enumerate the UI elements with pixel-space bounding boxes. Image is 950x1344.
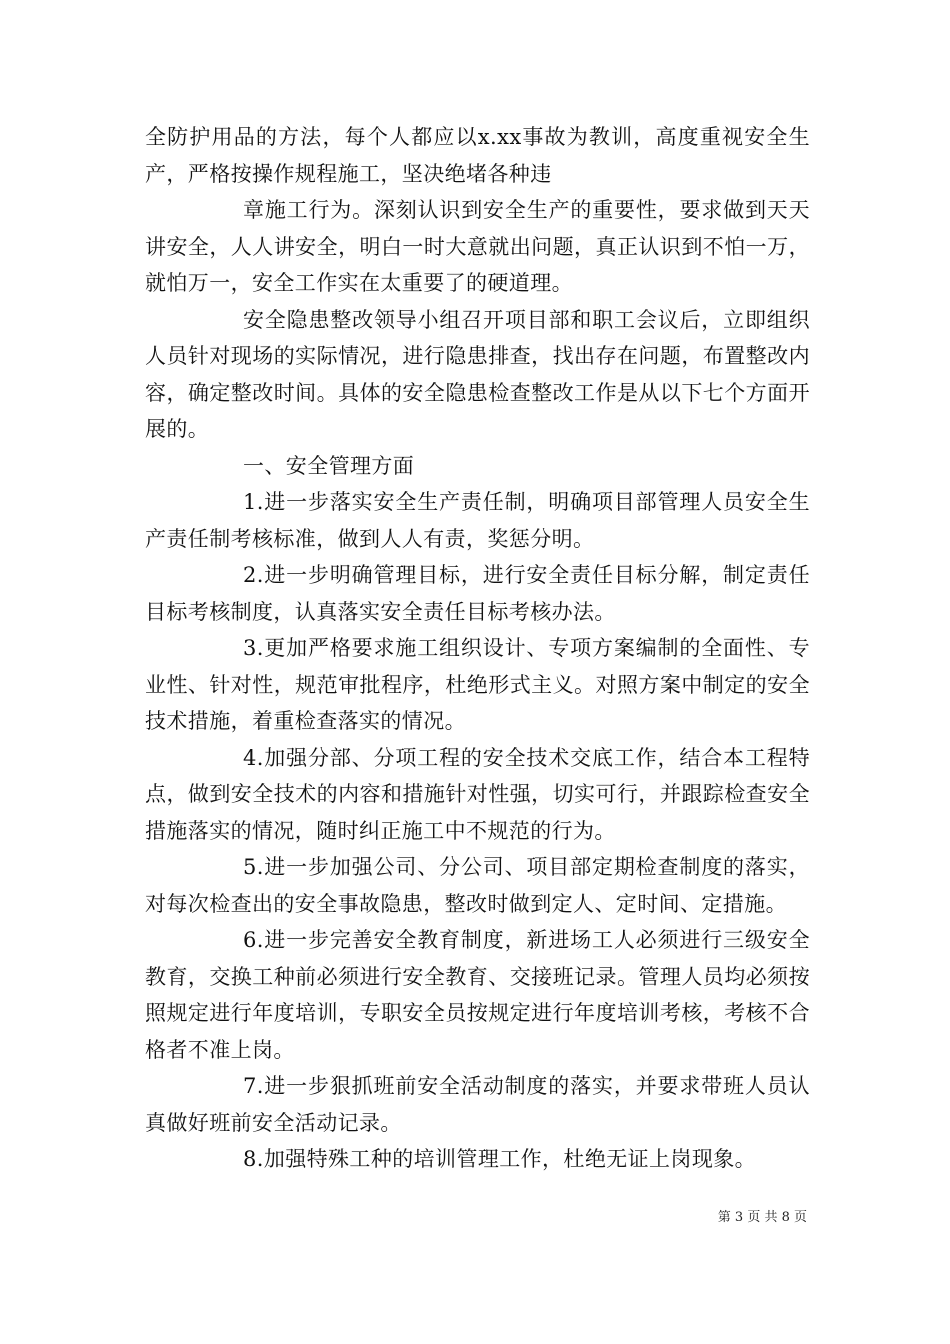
page-number-footer: 第 3 页 共 8 页 bbox=[717, 1210, 807, 1225]
list-item: 2.进一步明确管理目标，进行安全责任目标分解，制定责任目标考核制度，认真落实安全责任目标考核办法。 bbox=[145, 563, 810, 624]
section-heading: 一、安全管理方面 bbox=[243, 453, 415, 478]
list-item: 4.加强分部、分项工程的安全技术交底工作，结合本工程特点，做到安全技术的内容和措施针对性强，切实可行，并跟踪检查安全措施落实的情况，随时纠正施工中不规范的行为。 bbox=[145, 745, 810, 843]
list-item: 8.加强特殊工种的培训管理工作，杜绝无证上岗现象。 bbox=[243, 1147, 757, 1171]
paragraph-continued: 全防护用品的方法，每个人都应以x.xx事故为教训，高度重视安全生产，严格按操作规程施工，坚决绝堵各种违 bbox=[145, 125, 810, 186]
paragraph: 安全隐患整改领导小组召开项目部和职工会议后，立即组织人员针对现场的实际情况，进行隐患排查，找出存在问题，布置整改内容，确定整改时间。具体的安全隐患检查整改工作是从以下七个方面开展的。 bbox=[145, 307, 810, 441]
list-item: 5.进一步加强公司、分公司、项目部定期检查制度的落实，对每次检查出的安全事故隐患，整改时做到定人、定时间、定措施。 bbox=[145, 855, 810, 916]
list-item: 6.进一步完善安全教育制度，新进场工人必须进行三级安全教育，交换工种前必须进行安全教育、交接班记录。管理人员均必须按照规定进行年度培训，专职安全员按规定进行年度培训考核，考核不合格者不准上岗。 bbox=[145, 928, 810, 1062]
list-item: 7.进一步狠抓班前安全活动制度的落实，并要求带班人员认真做好班前安全活动记录。 bbox=[145, 1074, 810, 1135]
paragraph: 章施工行为。深刻认识到安全生产的重要性，要求做到天天讲安全，人人讲安全，明白一时大意就出问题，真正认识到不怕一万，就怕万一，安全工作实在太重要了的硬道理。 bbox=[145, 198, 810, 295]
list-item: 3.更加严格要求施工组织设计、专项方案编制的全面性、专业性、针对性，规范审批程序，杜绝形式主义。对照方案中制定的安全技术措施，着重检查落实的情况。 bbox=[145, 636, 810, 733]
document-body bbox=[145, 119, 810, 1178]
list-item: 1.进一步落实安全生产责任制，明确项目部管理人员安全生产责任制考核标准，做到人人有责，奖惩分明。 bbox=[145, 490, 810, 551]
